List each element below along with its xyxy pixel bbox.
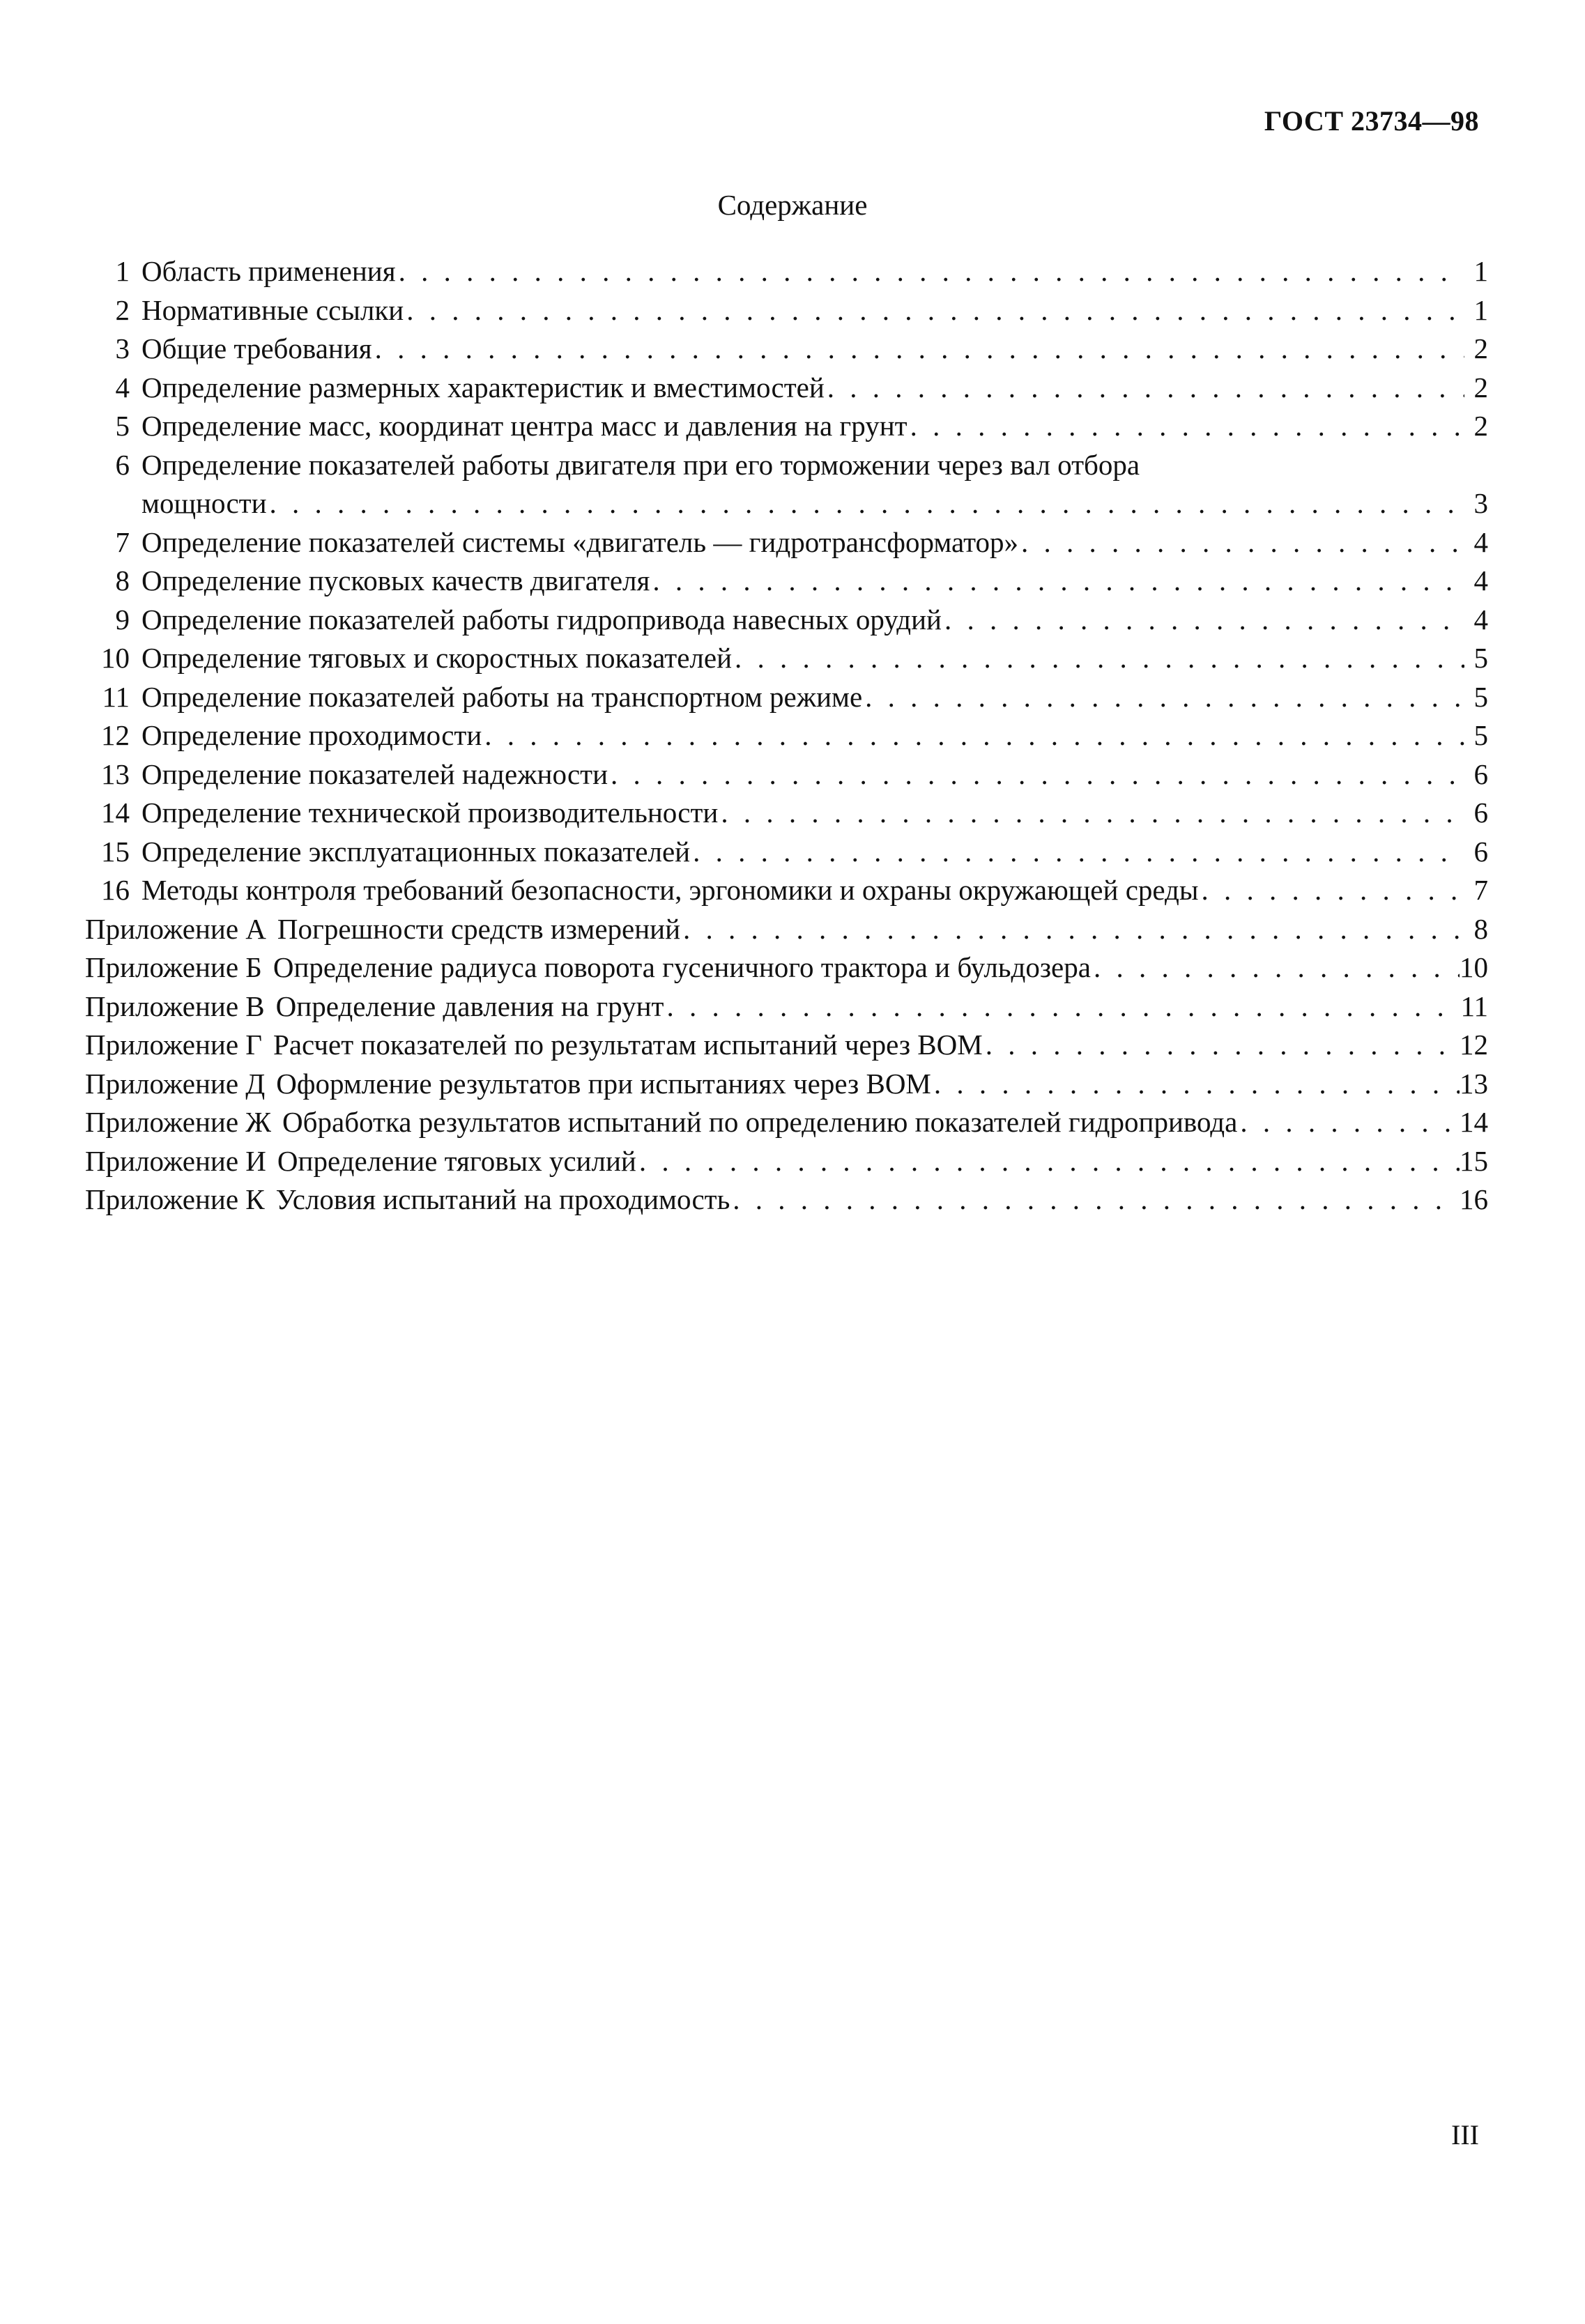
toc-entry[interactable] — [85, 871, 1488, 910]
toc-leader — [1091, 948, 1460, 987]
toc-entry-number: 15 — [101, 835, 130, 868]
toc-entry-number: 11 — [102, 680, 130, 713]
toc-leader — [482, 716, 1464, 755]
toc-entry-title: Определение масс, координат центра масс и давления на грунт — [141, 410, 908, 442]
toc-entry-title: Определение проходимости — [141, 719, 482, 751]
toc-entry-title: Общие требования — [141, 332, 372, 364]
appendix-title: Оформление результатов при испытаниях через ВОМ — [276, 1067, 931, 1100]
toc-leader — [650, 562, 1464, 601]
toc-entry[interactable] — [85, 523, 1488, 562]
toc-appendix-entry[interactable] — [85, 948, 1488, 987]
appendix-label: Приложение В — [85, 990, 265, 1022]
toc-entry-page: 2 — [1473, 371, 1488, 403]
toc-entry-number: 13 — [101, 757, 130, 790]
toc-entry-page: 2 — [1473, 410, 1488, 442]
toc-entry-number: 8 — [115, 564, 130, 597]
appendix-title: Условия испытаний на проходимость — [275, 1183, 730, 1215]
toc-entry[interactable] — [85, 562, 1488, 601]
toc-leader — [680, 910, 1464, 949]
toc-entry-number: 4 — [115, 371, 130, 403]
toc-entry-title: Определение показателей надежности — [141, 757, 608, 790]
toc-entry-title: Определение тяговых и скоростных показателей — [141, 642, 733, 674]
appendix-page: 16 — [1460, 1183, 1488, 1215]
toc-entry-number: 16 — [101, 874, 130, 906]
toc-entry-page: 6 — [1473, 757, 1488, 790]
toc-entry-title: Определение показателей работы гидропривода навесных орудий — [141, 603, 942, 636]
toc-entry-number: 7 — [115, 525, 130, 558]
toc-entry-title: Нормативные ссылки — [141, 293, 404, 326]
toc-leader — [862, 678, 1464, 717]
appendix-page: 12 — [1460, 1029, 1488, 1061]
toc-entry-page: 4 — [1473, 525, 1488, 558]
toc-entry[interactable] — [85, 755, 1488, 794]
toc-appendix-entry[interactable] — [85, 1065, 1488, 1104]
toc-entry-page: 5 — [1473, 642, 1488, 674]
toc-leader — [1198, 871, 1464, 910]
appendix-label: Приложение Ж — [85, 1106, 272, 1138]
toc-leader — [267, 484, 1464, 523]
toc-entry[interactable] — [85, 678, 1488, 717]
toc-entry-title: Определение размерных характеристик и вместимостей — [141, 371, 825, 403]
toc-entry-page: 3 — [1473, 487, 1488, 519]
appendix-title: Обработка результатов испытаний по определению показателей гидропривода — [282, 1106, 1238, 1138]
toc-entry[interactable] — [85, 794, 1488, 833]
toc-entry-page: 4 — [1473, 564, 1488, 597]
toc-leader — [690, 833, 1464, 872]
appendix-title: Определение тяговых усилий — [277, 1144, 636, 1177]
appendix-page: 11 — [1460, 990, 1488, 1022]
toc-entry-wrapped[interactable] — [85, 446, 1488, 523]
appendix-page: 15 — [1460, 1144, 1488, 1177]
appendix-page: 13 — [1460, 1067, 1488, 1100]
toc-entry[interactable] — [85, 369, 1488, 408]
toc-entry-title-continued: мощности — [141, 487, 267, 519]
toc-entry-title: Определение эксплуатационных показателей — [141, 835, 691, 868]
toc-leader — [908, 407, 1464, 446]
appendix-label: Приложение И — [85, 1144, 266, 1177]
toc-entry-number: 10 — [101, 642, 130, 674]
toc-leader — [1237, 1103, 1460, 1142]
document-code: ГОСТ 23734—98 — [1264, 105, 1479, 137]
toc-entry-title: Определение пусковых качеств двигателя — [141, 564, 650, 597]
toc-leader — [825, 369, 1464, 408]
toc-entry-page: 1 — [1473, 255, 1488, 287]
toc-leader — [730, 1180, 1460, 1219]
toc-appendix-entry[interactable] — [85, 987, 1488, 1026]
toc-appendix-entry[interactable] — [85, 1142, 1488, 1181]
toc-entry-page: 4 — [1473, 603, 1488, 636]
toc-leader — [732, 639, 1464, 678]
toc-leader — [372, 330, 1464, 369]
toc-entry-page: 5 — [1473, 680, 1488, 713]
toc-entry-title: Методы контроля требований безопасности, эргономики и охраны окружающей среды — [141, 874, 1199, 906]
toc-entry-page: 6 — [1473, 797, 1488, 829]
appendix-label: Приложение Б — [85, 951, 262, 983]
appendix-page: 14 — [1460, 1106, 1488, 1138]
toc-leader — [983, 1026, 1460, 1065]
toc-entry-number: 2 — [115, 293, 130, 326]
toc-heading: Содержание — [717, 189, 868, 221]
toc-entry-title: Определение показателей работы двигателя при его торможении через вал отбора — [141, 448, 1140, 481]
toc-entry-number: 6 — [115, 448, 130, 481]
toc-entry[interactable] — [85, 407, 1488, 446]
toc-entry-page: 2 — [1473, 332, 1488, 364]
appendix-page: 8 — [1473, 912, 1488, 945]
appendix-title: Расчет показателей по результатам испытаний через ВОМ — [273, 1029, 983, 1061]
page-number: III — [1451, 2119, 1479, 2150]
toc-leader — [1018, 523, 1464, 562]
toc-leader — [664, 987, 1460, 1026]
toc-entry-title: Определение показателей работы на транспортном режиме — [141, 680, 863, 713]
toc-appendix-entry[interactable] — [85, 1103, 1488, 1142]
toc-entry-title: Определение технической производительности — [141, 797, 719, 829]
toc-leader — [404, 291, 1464, 330]
toc-leader — [942, 601, 1464, 640]
toc-appendix-entry[interactable] — [85, 1180, 1488, 1219]
toc-entry[interactable] — [85, 833, 1488, 872]
appendix-title: Определение радиуса поворота гусеничного трактора и бульдозера — [273, 951, 1091, 983]
toc-entry[interactable] — [85, 639, 1488, 678]
appendix-label: Приложение К — [85, 1183, 265, 1215]
table-of-contents — [85, 252, 1488, 1219]
toc-leader — [931, 1065, 1460, 1104]
toc-leader — [718, 794, 1464, 833]
toc-entry[interactable] — [85, 330, 1488, 369]
toc-entry[interactable] — [85, 716, 1488, 755]
toc-entry-number: 9 — [115, 603, 130, 636]
toc-entry-title: Область применения — [141, 255, 396, 287]
appendix-label: Приложение А — [85, 912, 266, 945]
toc-entry[interactable] — [85, 252, 1488, 291]
toc-appendix-entry[interactable] — [85, 910, 1488, 949]
toc-entry[interactable] — [85, 291, 1488, 330]
toc-appendix-entry[interactable] — [85, 1026, 1488, 1065]
toc-entry-page: 1 — [1473, 293, 1488, 326]
toc-leader — [636, 1142, 1460, 1181]
toc-leader — [396, 252, 1464, 291]
appendix-title: Определение давления на грунт — [275, 990, 664, 1022]
appendix-label: Приложение Д — [85, 1067, 266, 1100]
toc-entry-title: Определение показателей системы «двигатель — гидротрансформатор» — [141, 525, 1019, 558]
toc-entry-page: 5 — [1473, 719, 1488, 751]
appendix-title: Погрешности средств измерений — [277, 912, 681, 945]
toc-entry-page: 7 — [1473, 874, 1488, 906]
toc-leader — [608, 755, 1464, 794]
toc-entry-number: 14 — [101, 797, 130, 829]
toc-entry-number: 5 — [115, 410, 130, 442]
appendix-page: 10 — [1460, 951, 1488, 983]
appendix-label: Приложение Г — [85, 1029, 263, 1061]
toc-entry[interactable] — [85, 601, 1488, 640]
toc-entry-number: 1 — [115, 255, 130, 287]
toc-entry-number: 12 — [101, 719, 130, 751]
toc-entry-number: 3 — [115, 332, 130, 364]
toc-entry-page: 6 — [1473, 835, 1488, 868]
